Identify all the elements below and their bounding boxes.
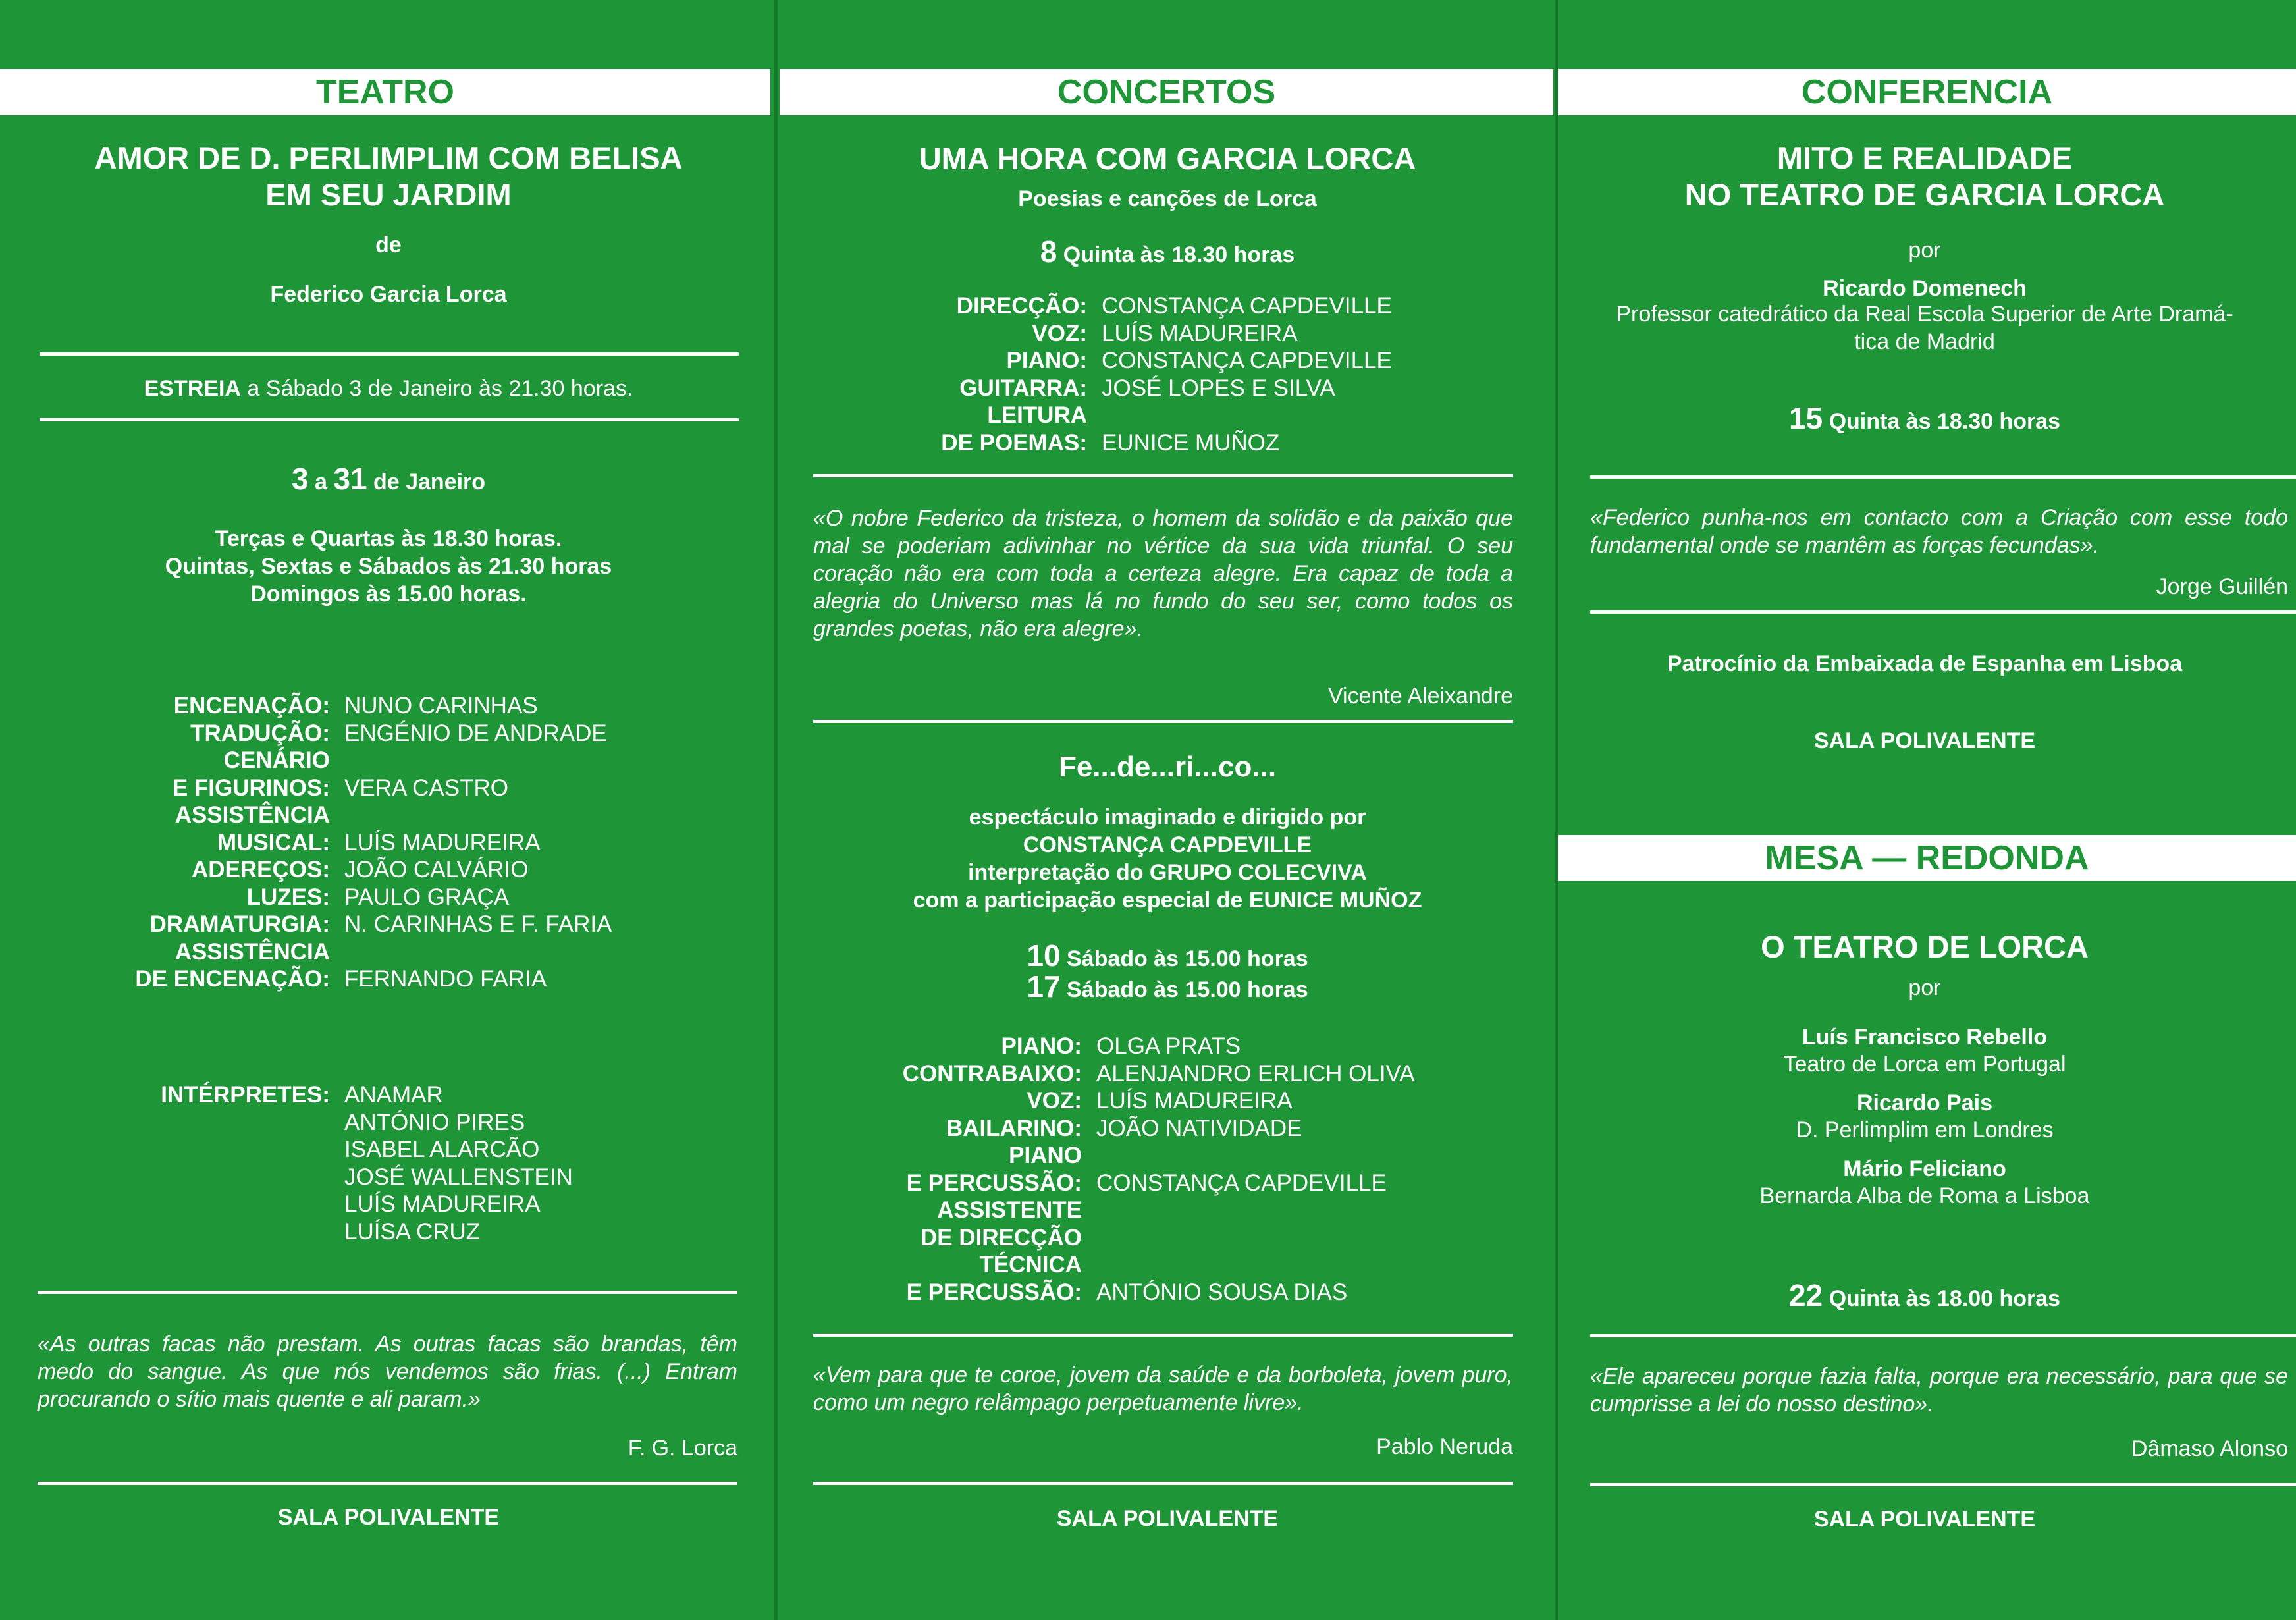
conference-title [1576,140,2274,213]
concert-credits-table [784,292,1392,456]
conference-title-line-1: MITO E REALIDADE [1776,140,2073,175]
credit-row [59,801,612,829]
panelist [1576,1156,2274,1210]
credit-name: JOÃO NATIVIDADE [1096,1115,1302,1141]
quote-author: Pablo Neruda [1376,1434,1513,1459]
date-text: Quinta às 18.30 horas [1829,409,2061,434]
show-desc-line: com a participação especial de EUNICE MUÑOZ [913,888,1422,913]
run-start: 3 [291,462,309,496]
quote-author: Dâmaso Alonso [2131,1436,2288,1461]
date-text: Sábado às 15.00 horas [1066,946,1308,971]
credit-row [59,911,612,938]
quote: «Vem para que te coroe, jovem da saúde e da borboleta, jovem puro, como um negro relâmpago perpetuamente livre». [813,1363,1513,1415]
date-number: 17 [1027,969,1061,1004]
credit-name: CONSTANÇA CAPDEVILLE [1096,1170,1387,1196]
speaker-desc-line: tica de Madrid [1854,329,1995,354]
credit-row [59,692,612,720]
quote: «Ele apareceu porque fazia falta, porque era necessário, para que se cumprisse a lei do nosso destino». [1590,1364,2288,1417]
divider [813,1482,1513,1485]
divider [1590,1334,2296,1337]
venue: SALA POLIVALENTE [1813,1507,2036,1532]
panel-teatro [0,0,776,1620]
cast-member: LUÍSA CRUZ [344,1218,481,1245]
credit-row [784,320,1392,348]
credit-row [784,1170,1415,1197]
panelist-topic: D. Perlimplim em Londres [1796,1118,2054,1143]
premiere-text: a Sábado 3 de Janeiro às 21.30 horas. [247,376,633,401]
cast-member: ISABEL ALARCÃO [344,1137,540,1162]
schedule-line: Quintas, Sextas e Sábados às 21.30 horas [165,554,612,579]
divider [813,474,1513,477]
sponsor: Patrocínio da Embaixada de Espanha em Lisboa [1667,651,2183,676]
divider [1590,1483,2296,1486]
cast-member: ANTÓNIO PIRES [344,1109,525,1135]
credit-row [784,1115,1415,1143]
credit-role: TRADUÇÃO: [190,720,330,746]
panel-conferencia [1556,0,2296,1620]
conference-title-line-2: NO TEATRO DE GARCIA LORCA [1684,177,2165,212]
credit-row [784,429,1392,457]
concert-date [789,234,1546,269]
credit-row [784,1033,1415,1060]
credit-row [784,402,1392,429]
show-title: Fe...de...ri...co... [1058,751,1277,783]
credit-role: LEITURA [987,402,1087,428]
section-header: CONCERTOS [780,69,1553,115]
cast-member: LUÍS MADUREIRA [344,1191,541,1217]
credit-name [1082,1251,1415,1279]
show-date [789,938,1546,973]
panelist [1576,1024,2274,1078]
show-desc-line: interpretação do GRUPO COLECVIVA [968,860,1367,885]
credit-row [59,720,612,747]
credit-name: JOSÉ LOPES E SILVA [1102,375,1335,401]
credit-name: LUÍS MADUREIRA [1096,1088,1293,1114]
credit-name: N. CARINHAS E F. FARIA [344,911,612,937]
round-table-date [1576,1278,2274,1313]
cast-row [59,1109,573,1137]
credit-role: GUITARRA: [959,375,1087,401]
credit-name [1082,1197,1415,1224]
section-header: TEATRO [0,69,770,115]
panelist-name: Mário Feliciano [1843,1156,2006,1181]
credit-role: MUSICAL: [217,829,330,855]
run-dates [26,461,751,497]
credit-row [784,1087,1415,1115]
credit-role: DE ENCENAÇÃO: [135,966,330,992]
premiere-label: ESTREIA [144,376,241,401]
schedule-line: Domingos às 15.00 horas. [250,581,527,607]
credit-row [59,884,612,911]
show-description [789,803,1546,914]
credit-role: VOZ: [1027,1088,1082,1114]
quote-author: Vicente Aleixandre [1327,684,1513,709]
credit-name: CONSTANÇA CAPDEVILLE [1102,293,1392,319]
credit-role: DIRECÇÃO: [956,293,1087,319]
cast-row [59,1136,573,1164]
panelist-name: Ricardo Pais [1857,1091,1992,1116]
by-label: por [1908,975,1941,1000]
speaker-name: Ricardo Domenech [1823,276,2027,301]
credit-role: CONTRABAIXO: [902,1060,1082,1087]
credit-name [330,747,612,774]
credit-row [59,747,612,774]
credit-role: ASSISTENTE [937,1197,1082,1223]
credit-name: ALENJANDRO ERLICH OLIVA [1096,1060,1415,1087]
credit-row [784,1224,1415,1252]
divider [813,720,1513,723]
play-title-line-1: AMOR DE D. PERLIMPLIM COM BELISA [94,140,683,175]
credit-role: PIANO [1009,1143,1082,1168]
panelist-topic: Teatro de Lorca em Portugal [1783,1052,2066,1077]
cast-row [59,1081,573,1109]
date-text: Quinta às 18.00 horas [1829,1286,2061,1311]
quote: «Federico punha-nos em contacto com a Criação com esse todo fundamental onde se mantêm as forças fecundas». [1590,505,2288,558]
credit-role: ASSISTÊNCIA [174,802,330,828]
credit-row [59,938,612,966]
date-number: 22 [1788,1278,1823,1312]
author-name: Federico Garcia Lorca [270,282,507,307]
by-label: por [1908,238,1941,263]
date-number: 10 [1027,938,1061,973]
divider [40,418,739,421]
credit-name: JOÃO CALVÁRIO [344,857,529,882]
credit-role: ASSISTÊNCIA [174,938,330,965]
venue: SALA POLIVALENTE [1056,1506,1279,1531]
credit-name: LUÍS MADUREIRA [1102,320,1298,346]
credit-name: ENGÉNIO DE ANDRADE [344,720,607,746]
credit-name: VERA CASTRO [344,774,508,801]
divider [813,1334,1513,1337]
credit-name: LUÍS MADUREIRA [344,829,541,855]
divider [1590,610,2296,614]
panelist [1576,1090,2274,1144]
credit-row [784,347,1392,375]
credit-role: BAILARINO: [946,1115,1082,1141]
credit-name: ANTÓNIO SOUSA DIAS [1096,1279,1348,1305]
cast-member: JOSÉ WALLENSTEIN [344,1164,573,1190]
show-desc-line: espectáculo imaginado e dirigido por [969,805,1366,830]
divider [38,1482,737,1485]
credit-role: DE DIRECÇÃO [920,1224,1082,1251]
credit-row [784,1279,1415,1307]
run-month: de Janeiro [373,470,486,495]
schedule-line: Terças e Quartas às 18.30 horas. [215,526,562,551]
credit-role: ENCENAÇÃO: [173,693,330,718]
cast-member: ANAMAR [344,1082,443,1108]
credit-role: DE POEMAS: [941,429,1087,456]
credit-role: ADEREÇOS: [191,857,330,882]
play-title-line-2: EM SEU JARDIM [265,177,512,212]
panelist-name: Luís Francisco Rebello [1802,1025,2048,1050]
credit-name: PAULO GRAÇA [344,884,510,910]
credit-role: LUZES: [246,884,330,910]
play-title [26,140,751,213]
credit-name [1082,1142,1415,1170]
quote: «As outras facas não prestam. As outras facas são brandas, têm medo do sangue. As que nós vendemos são frias. (...) Entram procurando o sítio mais quente e ali param.» [38,1332,737,1412]
show-credits-table [784,1033,1415,1306]
credit-role: PIANO: [1006,348,1087,373]
venue: SALA POLIVALENTE [277,1505,500,1530]
credit-role: E FIGURINOS: [172,774,330,801]
credit-row [784,292,1392,320]
credit-name: CONSTANÇA CAPDEVILLE [1102,348,1392,373]
premiere-line [26,374,751,403]
credit-name: NUNO CARINHAS [344,693,538,718]
credit-row [59,856,612,884]
credit-role: TÉCNICA [979,1252,1082,1278]
credit-name: OLGA PRATS [1096,1033,1241,1059]
credit-name [1087,402,1392,429]
panel-concertos [776,0,1556,1620]
credit-row [59,965,612,993]
credit-role: E PERCUSSÃO: [906,1170,1082,1196]
venue: SALA POLIVALENTE [1813,728,2036,753]
date-text: Quinta às 18.30 horas [1063,242,1295,267]
schedule [26,525,751,608]
credit-role: PIANO: [1001,1033,1082,1059]
panelists [1576,1024,2274,1210]
panelist-topic: Bernarda Alba de Roma a Lisboa [1759,1183,2090,1208]
divider [1590,475,2296,479]
speaker-description [1556,300,2293,356]
credit-name [330,938,612,966]
date-number: 8 [1040,234,1057,269]
section-header-mesa: MESA — REDONDA [1558,835,2296,881]
quote: «O nobre Federico da tristeza, o homem da solidão e da paixão que mal se poderiam adivinhar no vértice da sua vida triunfal. O seu coração não era com toda a certeza alegre. Era capaz de toda a alegria do Universo mas lá no fundo do seu ser, como todos os grandes poetas, não era alegre». [813,506,1513,641]
credit-row [784,1197,1415,1224]
quote-author: F. G. Lorca [627,1436,737,1461]
run-a: a [314,470,327,495]
cast-label: INTÉRPRETES: [161,1082,330,1108]
speaker-desc-line: Professor catedrático da Real Escola Superior de Arte Dramá- [1616,302,2233,327]
cast-row [59,1191,573,1218]
credit-name: EUNICE MUÑOZ [1102,429,1280,456]
cast-row [59,1218,573,1246]
show-dates [789,938,1546,1004]
cast-table [59,1081,573,1245]
credit-row [59,774,612,802]
date-text: Sábado às 15.00 horas [1066,977,1308,1002]
by-label: de [375,232,402,257]
divider [38,1291,737,1294]
credit-row [784,1060,1415,1088]
show-desc-line: CONSTANÇA CAPDEVILLE [1023,832,1312,857]
credit-name [330,801,612,829]
credit-role: CENÁRIO [223,747,330,773]
run-end: 31 [333,462,367,496]
credit-role: E PERCUSSÃO: [906,1279,1082,1305]
round-table-title: O TEATRO DE LORCA [1761,929,2089,964]
credit-row [784,1142,1415,1170]
credit-name [1082,1224,1415,1252]
credits-table [59,692,612,993]
credit-row [784,1251,1415,1279]
conference-date [1576,400,2274,436]
section-header: CONFERENCIA [1558,69,2296,115]
credit-row [59,829,612,857]
quote-author: Jorge Guillén [2156,574,2288,599]
divider [40,352,739,356]
credit-row [784,375,1392,402]
concert-subtitle: Poesias e canções de Lorca [1018,186,1317,211]
credit-role: DRAMATURGIA: [149,911,330,937]
concert-title: UMA HORA COM GARCIA LORCA [919,141,1416,176]
date-number: 15 [1788,401,1823,435]
credit-name: FERNANDO FARIA [344,966,547,992]
cast-row [59,1164,573,1191]
show-date [789,969,1546,1004]
credit-role: VOZ: [1032,320,1087,346]
